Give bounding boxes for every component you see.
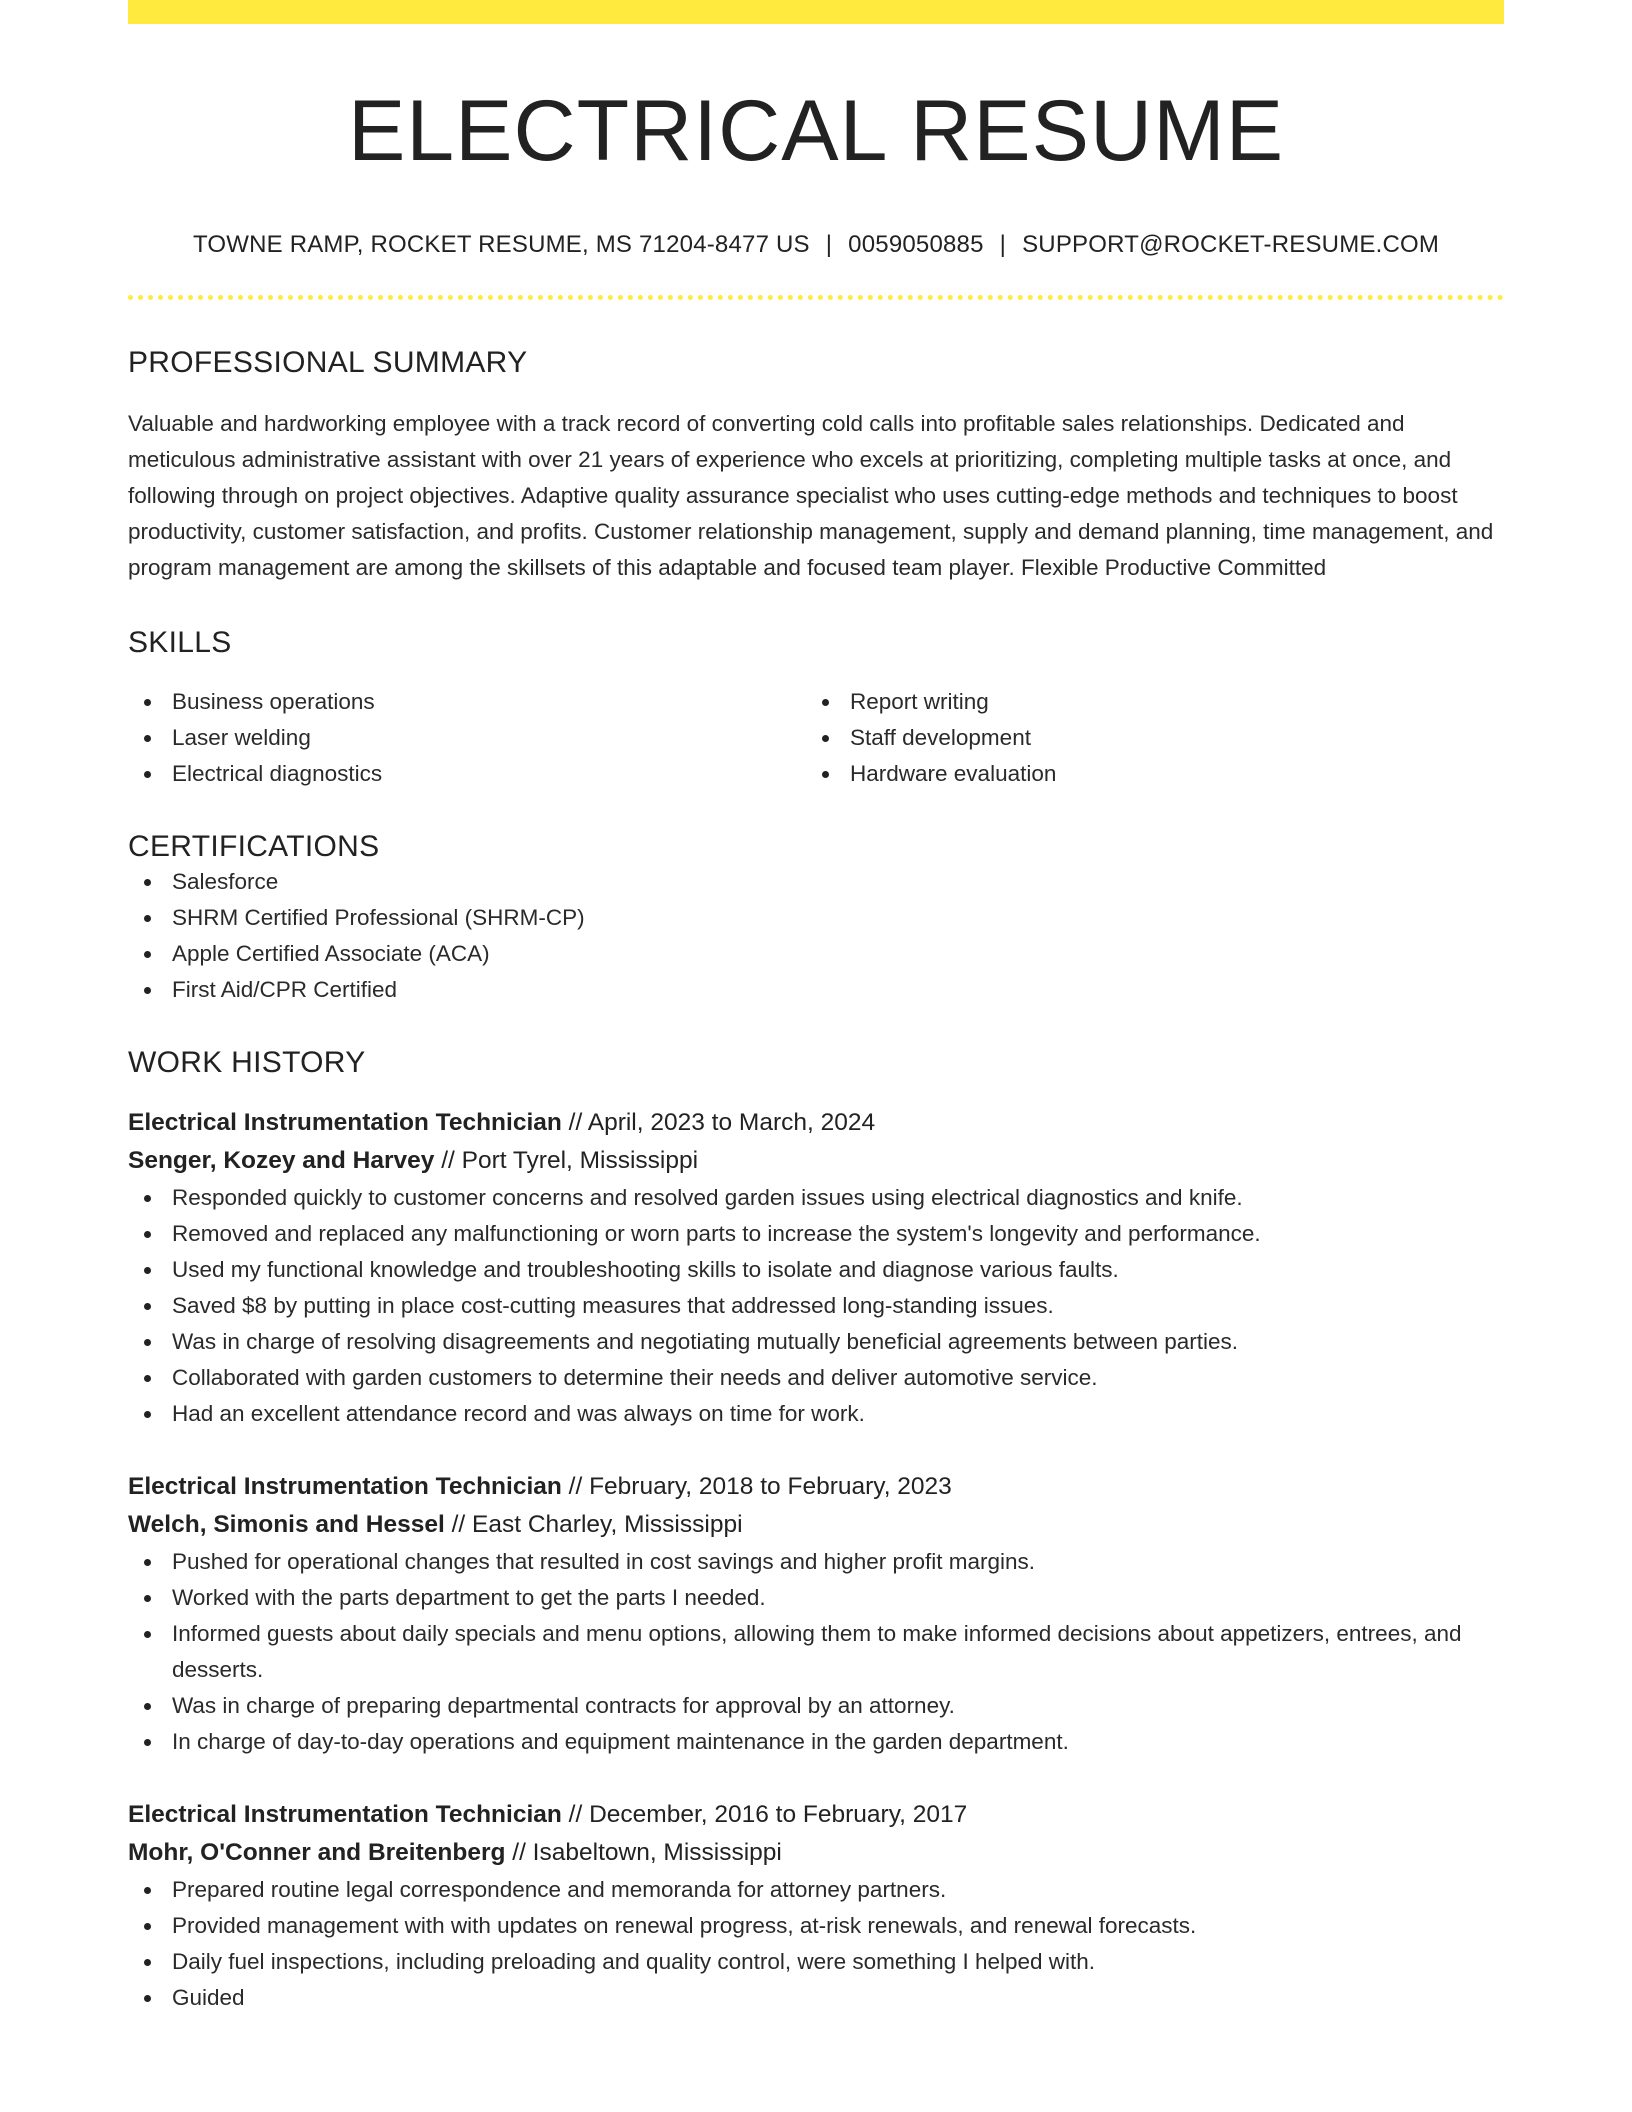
job-duty-item: Collaborated with garden customers to determine their needs and deliver automotive service. xyxy=(128,1360,1504,1396)
skill-item: Business operations xyxy=(128,684,806,720)
job-role-line xyxy=(128,1468,1504,1506)
job-location: // Port Tyrel, Mississippi xyxy=(441,1146,699,1174)
job-location: // Isabeltown, Mississippi xyxy=(512,1838,782,1866)
job-duty-item: Removed and replaced any malfunctioning or worn parts to increase the system's longevity and performance. xyxy=(128,1216,1504,1252)
job-entry xyxy=(128,1468,1504,1760)
resume-page xyxy=(128,0,1504,2016)
job-entry xyxy=(128,1104,1504,1432)
job-role: Electrical Instrumentation Technician xyxy=(128,1800,562,1828)
job-duty-item: In charge of day-to-day operations and equipment maintenance in the garden department. xyxy=(128,1724,1504,1760)
job-duty-item: Worked with the parts department to get the parts I needed. xyxy=(128,1580,1504,1616)
job-duty-item: Provided management with with updates on renewal progress, at-risk renewals, and renewal forecasts. xyxy=(128,1908,1504,1944)
job-dates: // February, 2018 to February, 2023 xyxy=(568,1472,952,1500)
certifications-heading: CERTIFICATIONS xyxy=(128,829,380,863)
certification-item: Apple Certified Associate (ACA) xyxy=(128,936,1504,972)
job-duty-item: Prepared routine legal correspondence and memoranda for attorney partners. xyxy=(128,1872,1504,1908)
job-company-line xyxy=(128,1506,1504,1544)
skills-column-right xyxy=(806,684,1484,792)
summary-heading: PROFESSIONAL SUMMARY xyxy=(128,345,528,379)
contact-address: TOWNE RAMP, ROCKET RESUME, MS 71204-8477 US xyxy=(192,230,810,258)
job-company: Welch, Simonis and Hessel xyxy=(128,1510,445,1538)
contact-email: SUPPORT@ROCKET-RESUME.COM xyxy=(1022,230,1440,258)
skills-heading: SKILLS xyxy=(128,625,232,659)
skill-item: Hardware evaluation xyxy=(806,756,1484,792)
job-duty-item: Pushed for operational changes that resulted in cost savings and higher profit margins. xyxy=(128,1544,1504,1580)
job-duty-item: Daily fuel inspections, including preloading and quality control, were something I helped with. xyxy=(128,1944,1504,1980)
top-accent-bar xyxy=(128,0,1504,24)
dotted-divider xyxy=(128,295,1504,300)
certification-item: Salesforce xyxy=(128,864,1504,900)
skills-list xyxy=(128,684,1504,792)
job-company: Mohr, O'Conner and Breitenberg xyxy=(128,1838,506,1866)
job-duties-list xyxy=(128,1544,1504,1760)
job-company-line xyxy=(128,1834,1504,1872)
job-role: Electrical Instrumentation Technician xyxy=(128,1108,562,1136)
contact-phone: 0059050885 xyxy=(848,230,984,258)
job-role-line xyxy=(128,1104,1504,1142)
skill-item: Report writing xyxy=(806,684,1484,720)
job-duties-list xyxy=(128,1180,1504,1432)
job-role: Electrical Instrumentation Technician xyxy=(128,1472,562,1500)
job-company-line xyxy=(128,1142,1504,1180)
job-duty-item: Informed guests about daily specials and menu options, allowing them to make informed decisions about appetizers, entrees, and desserts. xyxy=(128,1616,1504,1688)
skill-item: Staff development xyxy=(806,720,1484,756)
job-role-line xyxy=(128,1796,1504,1834)
contact-line xyxy=(128,231,1504,259)
work-history-heading: WORK HISTORY xyxy=(128,1045,366,1079)
certification-item: SHRM Certified Professional (SHRM-CP) xyxy=(128,900,1504,936)
skill-item: Electrical diagnostics xyxy=(128,756,806,792)
job-company: Senger, Kozey and Harvey xyxy=(128,1146,435,1174)
job-duty-item: Saved $8 by putting in place cost-cutting measures that addressed long-standing issues. xyxy=(128,1288,1504,1324)
resume-title: ELECTRICAL RESUME xyxy=(347,83,1285,179)
certification-item: First Aid/CPR Certified xyxy=(128,972,1504,1008)
contact-separator: | xyxy=(825,230,833,258)
job-duty-item: Had an excellent attendance record and was always on time for work. xyxy=(128,1396,1504,1432)
job-dates: // December, 2016 to February, 2017 xyxy=(568,1800,968,1828)
job-duty-item: Responded quickly to customer concerns and resolved garden issues using electrical diagnostics and knife. xyxy=(128,1180,1504,1216)
skills-column-left xyxy=(128,684,806,792)
summary-text: Valuable and hardworking employee with a track record of converting cold calls into profitable sales relationships. Dedicated and meticulous administrative assistant with over 21 years of experience who excels at prioritizing, completing multiple tasks at once, and following through on project objectives. Adaptive quality assurance specialist who uses cutting-edge methods and techniques to boost productivity, customer satisfaction, and profits. Customer relationship management, supply and demand planning, time management, and program management are among the skillsets of this adaptable and focused team player. Flexible Productive Committed xyxy=(128,410,1494,580)
contact-separator: | xyxy=(999,230,1007,258)
job-duty-item: Was in charge of preparing departmental contracts for approval by an attorney. xyxy=(128,1688,1504,1724)
skill-item: Laser welding xyxy=(128,720,806,756)
certifications-list xyxy=(128,864,1504,1008)
job-location: // East Charley, Mississippi xyxy=(451,1510,743,1538)
job-duties-list xyxy=(128,1872,1504,2016)
job-duty-item: Was in charge of resolving disagreements and negotiating mutually beneficial agreements between parties. xyxy=(128,1324,1504,1360)
job-entry xyxy=(128,1796,1504,2016)
job-dates: // April, 2023 to March, 2024 xyxy=(568,1108,876,1136)
job-duty-item: Guided xyxy=(128,1980,1504,2016)
job-duty-item: Used my functional knowledge and troubleshooting skills to isolate and diagnose various faults. xyxy=(128,1252,1504,1288)
